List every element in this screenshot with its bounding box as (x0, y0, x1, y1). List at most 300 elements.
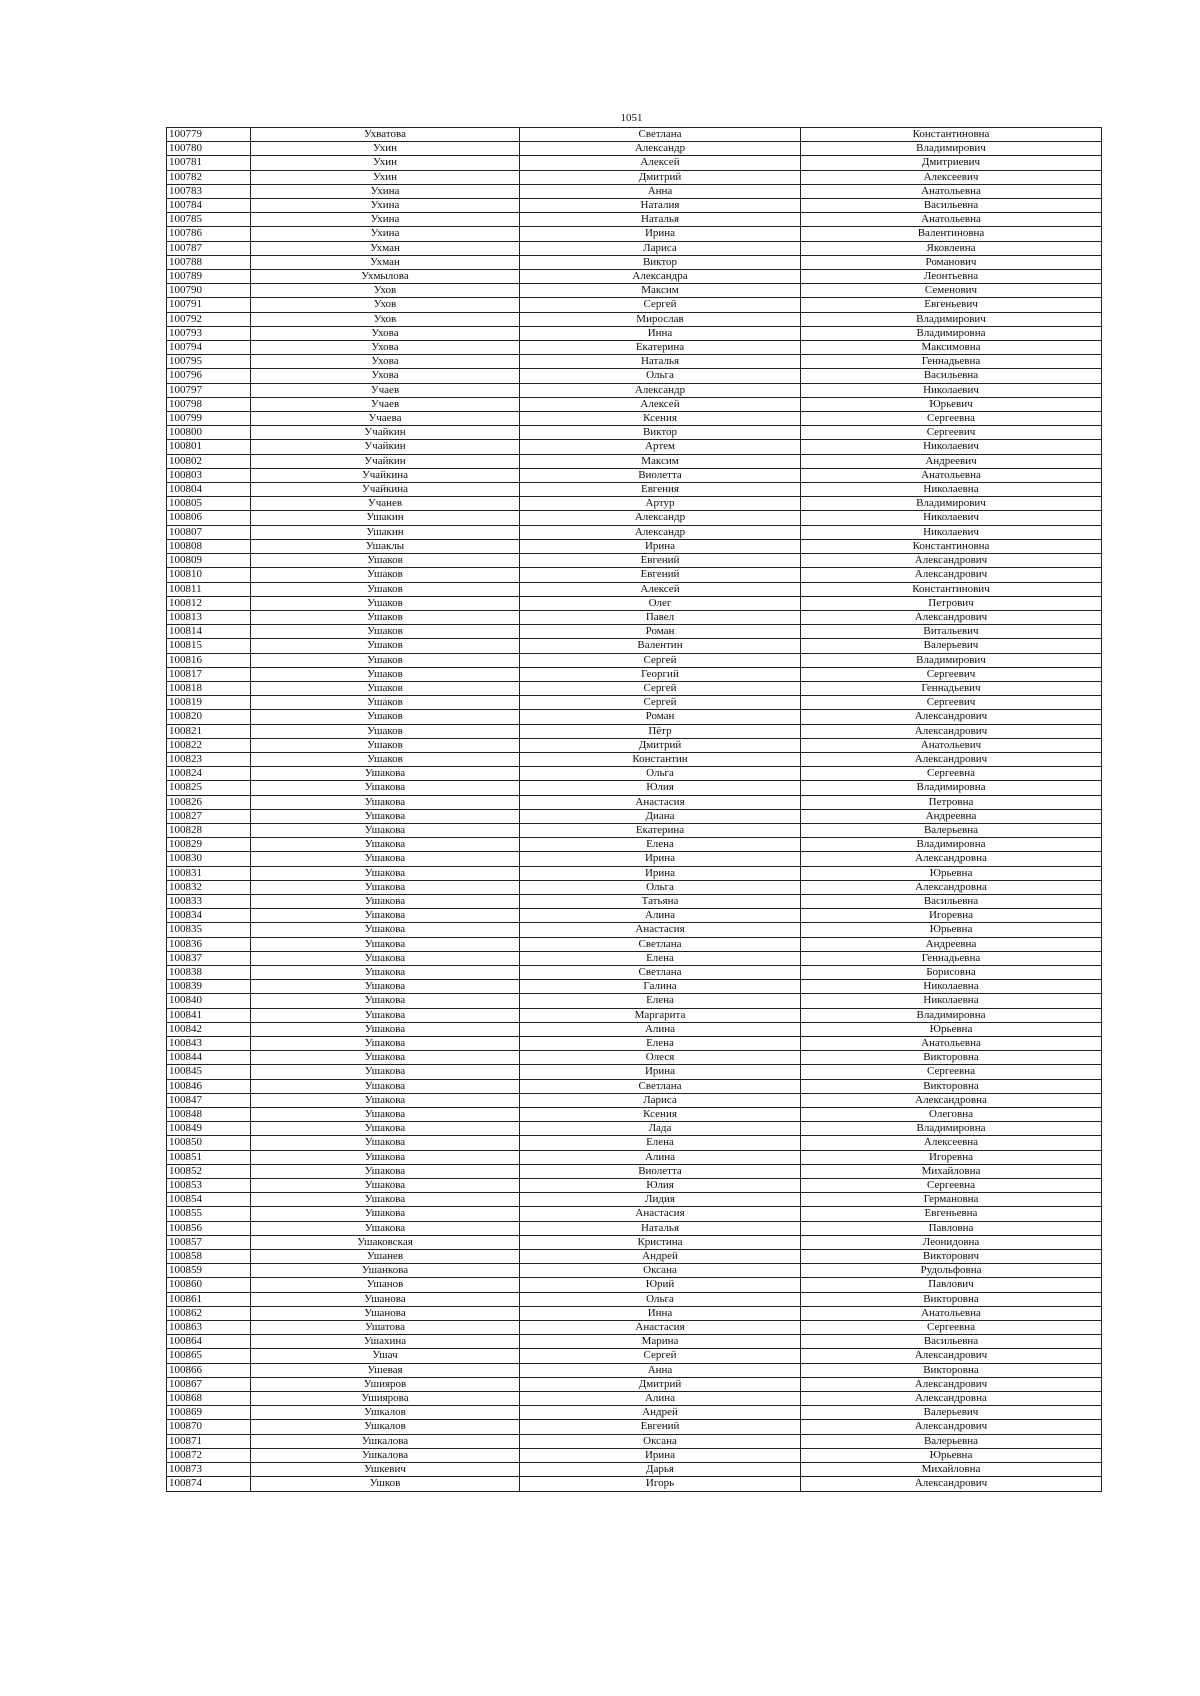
first-name-cell: Анастасия (520, 923, 801, 937)
first-name-cell: Ирина (520, 1448, 801, 1462)
first-name-cell: Дмитрий (520, 1377, 801, 1391)
record-number-cell: 100842 (167, 1022, 251, 1036)
table-row (167, 1406, 1102, 1420)
first-name-cell: Ксения (520, 412, 801, 426)
patronymic-cell: Юрьевна (801, 1448, 1102, 1462)
last-name-cell: Ушакова (251, 1079, 520, 1093)
first-name-cell: Лидия (520, 1193, 801, 1207)
table-row (167, 355, 1102, 369)
patronymic-cell: Витальевич (801, 625, 1102, 639)
last-name-cell: Ушакова (251, 1207, 520, 1221)
record-number-cell: 100807 (167, 525, 251, 539)
first-name-cell: Артем (520, 440, 801, 454)
table-row (167, 539, 1102, 553)
record-number-cell: 100784 (167, 199, 251, 213)
last-name-cell: Учайкина (251, 468, 520, 482)
first-name-cell: Сергей (520, 1349, 801, 1363)
first-name-cell: Алина (520, 1022, 801, 1036)
last-name-cell: Ушаков (251, 738, 520, 752)
last-name-cell: Ушатова (251, 1321, 520, 1335)
patronymic-cell: Андреевич (801, 454, 1102, 468)
last-name-cell: Учанев (251, 497, 520, 511)
first-name-cell: Анастасия (520, 1321, 801, 1335)
record-number-cell: 100814 (167, 625, 251, 639)
table-row (167, 639, 1102, 653)
record-number-cell: 100793 (167, 326, 251, 340)
first-name-cell: Александр (520, 383, 801, 397)
table-row (167, 1235, 1102, 1249)
last-name-cell: Ушаков (251, 596, 520, 610)
first-name-cell: Сергей (520, 298, 801, 312)
table-row (167, 1306, 1102, 1320)
record-number-cell: 100818 (167, 681, 251, 695)
patronymic-cell: Николаевич (801, 511, 1102, 525)
table-row (167, 1193, 1102, 1207)
last-name-cell: Ушаков (251, 681, 520, 695)
last-name-cell: Ушакова (251, 767, 520, 781)
patronymic-cell: Яковлевна (801, 241, 1102, 255)
last-name-cell: Ушакова (251, 1065, 520, 1079)
patronymic-cell: Анатольевна (801, 184, 1102, 198)
record-number-cell: 100810 (167, 568, 251, 582)
patronymic-cell: Германовна (801, 1193, 1102, 1207)
patronymic-cell: Сергеевна (801, 1065, 1102, 1079)
last-name-cell: Ушиярова (251, 1392, 520, 1406)
patronymic-cell: Викторович (801, 1250, 1102, 1264)
table-row (167, 1448, 1102, 1462)
last-name-cell: Ушаков (251, 710, 520, 724)
table-row (167, 1392, 1102, 1406)
patronymic-cell: Александровна (801, 1093, 1102, 1107)
first-name-cell: Юрий (520, 1278, 801, 1292)
record-number-cell: 100808 (167, 539, 251, 553)
record-number-cell: 100805 (167, 497, 251, 511)
record-number-cell: 100867 (167, 1377, 251, 1391)
patronymic-cell: Юрьевна (801, 1022, 1102, 1036)
record-number-cell: 100826 (167, 795, 251, 809)
last-name-cell: Ушакова (251, 795, 520, 809)
last-name-cell: Ушакова (251, 1037, 520, 1051)
patronymic-cell: Геннадьевна (801, 355, 1102, 369)
last-name-cell: Ушакова (251, 852, 520, 866)
last-name-cell: Ухман (251, 241, 520, 255)
record-number-cell: 100786 (167, 227, 251, 241)
table-row (167, 142, 1102, 156)
table-row (167, 1363, 1102, 1377)
patronymic-cell: Николаевна (801, 980, 1102, 994)
record-number-cell: 100781 (167, 156, 251, 170)
first-name-cell: Максим (520, 284, 801, 298)
table-row (167, 213, 1102, 227)
table-row (167, 497, 1102, 511)
first-name-cell: Артур (520, 497, 801, 511)
first-name-cell: Оксана (520, 1434, 801, 1448)
patronymic-cell: Викторовна (801, 1363, 1102, 1377)
patronymic-cell: Константиновна (801, 539, 1102, 553)
first-name-cell: Алина (520, 909, 801, 923)
table-row (167, 866, 1102, 880)
record-number-cell: 100838 (167, 965, 251, 979)
first-name-cell: Олег (520, 596, 801, 610)
table-row (167, 568, 1102, 582)
record-number-cell: 100844 (167, 1051, 251, 1065)
last-name-cell: Ушакова (251, 937, 520, 951)
first-name-cell: Ксения (520, 1108, 801, 1122)
record-number-cell: 100815 (167, 639, 251, 653)
table-row (167, 397, 1102, 411)
last-name-cell: Ушаков (251, 568, 520, 582)
patronymic-cell: Анатольевна (801, 1306, 1102, 1320)
patronymic-cell: Васильевна (801, 199, 1102, 213)
table-row (167, 1264, 1102, 1278)
table-row (167, 951, 1102, 965)
first-name-cell: Светлана (520, 128, 801, 142)
table-row (167, 227, 1102, 241)
table-row (167, 1065, 1102, 1079)
patronymic-cell: Владимирович (801, 497, 1102, 511)
table-row (167, 596, 1102, 610)
first-name-cell: Александра (520, 270, 801, 284)
patronymic-cell: Борисовна (801, 965, 1102, 979)
first-name-cell: Ольга (520, 880, 801, 894)
record-number-cell: 100825 (167, 781, 251, 795)
table-row (167, 625, 1102, 639)
last-name-cell: Ушакова (251, 1051, 520, 1065)
first-name-cell: Инна (520, 326, 801, 340)
table-row (167, 795, 1102, 809)
record-number-cell: 100789 (167, 270, 251, 284)
last-name-cell: Ушаков (251, 639, 520, 653)
record-number-cell: 100853 (167, 1179, 251, 1193)
record-number-cell: 100797 (167, 383, 251, 397)
record-number-cell: 100835 (167, 923, 251, 937)
first-name-cell: Екатерина (520, 341, 801, 355)
table-row (167, 909, 1102, 923)
record-number-cell: 100868 (167, 1392, 251, 1406)
first-name-cell: Татьяна (520, 894, 801, 908)
patronymic-cell: Геннадьевна (801, 951, 1102, 965)
patronymic-cell: Сергеевна (801, 1321, 1102, 1335)
first-name-cell: Роман (520, 710, 801, 724)
patronymic-cell: Алексеевна (801, 1136, 1102, 1150)
table-row (167, 1250, 1102, 1264)
patronymic-cell: Валерьевич (801, 1406, 1102, 1420)
first-name-cell: Евгений (520, 568, 801, 582)
patronymic-cell: Васильевна (801, 369, 1102, 383)
record-number-cell: 100871 (167, 1434, 251, 1448)
last-name-cell: Ушакова (251, 1179, 520, 1193)
patronymic-cell: Игоревна (801, 1150, 1102, 1164)
first-name-cell: Алексей (520, 397, 801, 411)
table-row (167, 1122, 1102, 1136)
last-name-cell: Учайкин (251, 426, 520, 440)
patronymic-cell: Александрович (801, 1477, 1102, 1491)
first-name-cell: Алина (520, 1392, 801, 1406)
record-number-cell: 100806 (167, 511, 251, 525)
first-name-cell: Валентин (520, 639, 801, 653)
last-name-cell: Ушанова (251, 1292, 520, 1306)
record-number-cell: 100788 (167, 255, 251, 269)
last-name-cell: Ушков (251, 1477, 520, 1491)
last-name-cell: Ухина (251, 227, 520, 241)
first-name-cell: Роман (520, 625, 801, 639)
last-name-cell: Ушакова (251, 980, 520, 994)
record-number-cell: 100860 (167, 1278, 251, 1292)
table-row (167, 582, 1102, 596)
table-row (167, 1108, 1102, 1122)
table-row (167, 128, 1102, 142)
table-row (167, 369, 1102, 383)
last-name-cell: Ушакова (251, 1008, 520, 1022)
table-row (167, 1377, 1102, 1391)
record-number-cell: 100809 (167, 554, 251, 568)
last-name-cell: Ушакова (251, 1136, 520, 1150)
record-number-cell: 100872 (167, 1448, 251, 1462)
patronymic-cell: Геннадьевич (801, 681, 1102, 695)
record-number-cell: 100856 (167, 1221, 251, 1235)
patronymic-cell: Евгеньевна (801, 1207, 1102, 1221)
table-row (167, 284, 1102, 298)
first-name-cell: Наталия (520, 199, 801, 213)
patronymic-cell: Александрович (801, 1420, 1102, 1434)
patronymic-cell: Николаевна (801, 994, 1102, 1008)
last-name-cell: Ухов (251, 284, 520, 298)
first-name-cell: Дмитрий (520, 738, 801, 752)
table-row (167, 326, 1102, 340)
patronymic-cell: Викторовна (801, 1051, 1102, 1065)
patronymic-cell: Валентиновна (801, 227, 1102, 241)
first-name-cell: Ирина (520, 1065, 801, 1079)
last-name-cell: Ухов (251, 298, 520, 312)
last-name-cell: Учайкин (251, 440, 520, 454)
record-number-cell: 100865 (167, 1349, 251, 1363)
record-number-cell: 100841 (167, 1008, 251, 1022)
first-name-cell: Максим (520, 454, 801, 468)
record-number-cell: 100820 (167, 710, 251, 724)
patronymic-cell: Сергеевна (801, 412, 1102, 426)
first-name-cell: Виолетта (520, 468, 801, 482)
patronymic-cell: Юрьевна (801, 866, 1102, 880)
table-row (167, 1349, 1102, 1363)
last-name-cell: Ушаков (251, 554, 520, 568)
table-row (167, 426, 1102, 440)
table-row (167, 610, 1102, 624)
last-name-cell: Ушакова (251, 1164, 520, 1178)
table-row (167, 809, 1102, 823)
last-name-cell: Ухов (251, 312, 520, 326)
last-name-cell: Ушакова (251, 838, 520, 852)
table-row (167, 1207, 1102, 1221)
table-row (167, 823, 1102, 837)
table-row (167, 738, 1102, 752)
record-number-cell: 100803 (167, 468, 251, 482)
last-name-cell: Учаев (251, 383, 520, 397)
record-number-cell: 100864 (167, 1335, 251, 1349)
last-name-cell: Ушакова (251, 1108, 520, 1122)
record-number-cell: 100782 (167, 170, 251, 184)
first-name-cell: Галина (520, 980, 801, 994)
patronymic-cell: Михайловна (801, 1164, 1102, 1178)
first-name-cell: Анна (520, 184, 801, 198)
record-number-cell: 100798 (167, 397, 251, 411)
record-number-cell: 100796 (167, 369, 251, 383)
table-row (167, 653, 1102, 667)
first-name-cell: Александр (520, 142, 801, 156)
patronymic-cell: Олеговна (801, 1108, 1102, 1122)
patronymic-cell: Николаевич (801, 525, 1102, 539)
first-name-cell: Андрей (520, 1250, 801, 1264)
record-number-cell: 100816 (167, 653, 251, 667)
patronymic-cell: Александровна (801, 1392, 1102, 1406)
table-row (167, 880, 1102, 894)
last-name-cell: Ушаков (251, 667, 520, 681)
record-number-cell: 100855 (167, 1207, 251, 1221)
patronymic-cell: Николаевич (801, 440, 1102, 454)
patronymic-cell: Петровна (801, 795, 1102, 809)
first-name-cell: Оксана (520, 1264, 801, 1278)
table-row (167, 341, 1102, 355)
record-number-cell: 100780 (167, 142, 251, 156)
first-name-cell: Маргарита (520, 1008, 801, 1022)
table-row (167, 383, 1102, 397)
last-name-cell: Ушакова (251, 1193, 520, 1207)
table-row (167, 312, 1102, 326)
record-number-cell: 100821 (167, 724, 251, 738)
patronymic-cell: Дмитриевич (801, 156, 1102, 170)
record-number-cell: 100800 (167, 426, 251, 440)
record-number-cell: 100827 (167, 809, 251, 823)
table-row (167, 1292, 1102, 1306)
patronymic-cell: Анатольевна (801, 1037, 1102, 1051)
table-row (167, 965, 1102, 979)
patronymic-cell: Александрович (801, 610, 1102, 624)
last-name-cell: Ушакова (251, 781, 520, 795)
record-number-cell: 100852 (167, 1164, 251, 1178)
table-row (167, 1434, 1102, 1448)
first-name-cell: Елена (520, 951, 801, 965)
record-number-cell: 100787 (167, 241, 251, 255)
first-name-cell: Наталья (520, 213, 801, 227)
record-number-cell: 100840 (167, 994, 251, 1008)
record-number-cell: 100790 (167, 284, 251, 298)
record-number-cell: 100795 (167, 355, 251, 369)
patronymic-cell: Александрович (801, 1377, 1102, 1391)
last-name-cell: Ушияров (251, 1377, 520, 1391)
table-row (167, 767, 1102, 781)
table-row (167, 923, 1102, 937)
patronymic-cell: Евгеньевич (801, 298, 1102, 312)
last-name-cell: Ухин (251, 142, 520, 156)
first-name-cell: Анастасия (520, 1207, 801, 1221)
first-name-cell: Алексей (520, 156, 801, 170)
record-number-cell: 100802 (167, 454, 251, 468)
table-row (167, 1037, 1102, 1051)
table-row (167, 468, 1102, 482)
last-name-cell: Ушахина (251, 1335, 520, 1349)
first-name-cell: Евгений (520, 554, 801, 568)
patronymic-cell: Семенович (801, 284, 1102, 298)
record-number-cell: 100866 (167, 1363, 251, 1377)
record-number-cell: 100857 (167, 1235, 251, 1249)
table-row (167, 170, 1102, 184)
record-number-cell: 100794 (167, 341, 251, 355)
first-name-cell: Александр (520, 511, 801, 525)
last-name-cell: Ушкевич (251, 1463, 520, 1477)
record-number-cell: 100801 (167, 440, 251, 454)
last-name-cell: Учайкина (251, 483, 520, 497)
record-number-cell: 100859 (167, 1264, 251, 1278)
table-row (167, 554, 1102, 568)
patronymic-cell: Владимирович (801, 142, 1102, 156)
patronymic-cell: Сергеевна (801, 767, 1102, 781)
patronymic-cell: Викторовна (801, 1079, 1102, 1093)
first-name-cell: Лариса (520, 241, 801, 255)
last-name-cell: Ухина (251, 184, 520, 198)
first-name-cell: Юлия (520, 1179, 801, 1193)
record-number-cell: 100817 (167, 667, 251, 681)
last-name-cell: Ушанев (251, 1250, 520, 1264)
table-row (167, 894, 1102, 908)
last-name-cell: Ушакова (251, 1093, 520, 1107)
first-name-cell: Евгения (520, 483, 801, 497)
first-name-cell: Константин (520, 752, 801, 766)
last-name-cell: Ушакова (251, 909, 520, 923)
table-row (167, 1335, 1102, 1349)
first-name-cell: Сергей (520, 681, 801, 695)
last-name-cell: Ушакова (251, 866, 520, 880)
last-name-cell: Ухова (251, 355, 520, 369)
last-name-cell: Ушакова (251, 894, 520, 908)
record-number-cell: 100843 (167, 1037, 251, 1051)
record-number-cell: 100791 (167, 298, 251, 312)
table-row (167, 1477, 1102, 1491)
first-name-cell: Ольга (520, 1292, 801, 1306)
table-row (167, 1420, 1102, 1434)
patronymic-cell: Михайловна (801, 1463, 1102, 1477)
last-name-cell: Ушанкова (251, 1264, 520, 1278)
first-name-cell: Александр (520, 525, 801, 539)
first-name-cell: Пётр (520, 724, 801, 738)
first-name-cell: Елена (520, 1037, 801, 1051)
patronymic-cell: Андреевна (801, 937, 1102, 951)
first-name-cell: Светлана (520, 937, 801, 951)
first-name-cell: Виолетта (520, 1164, 801, 1178)
record-number-cell: 100873 (167, 1463, 251, 1477)
last-name-cell: Ухова (251, 369, 520, 383)
record-number-cell: 100862 (167, 1306, 251, 1320)
first-name-cell: Олеся (520, 1051, 801, 1065)
first-name-cell: Анастасия (520, 795, 801, 809)
last-name-cell: Ушаклы (251, 539, 520, 553)
record-number-cell: 100799 (167, 412, 251, 426)
last-name-cell: Ушач (251, 1349, 520, 1363)
last-name-cell: Ушакова (251, 923, 520, 937)
table-row (167, 298, 1102, 312)
record-number-cell: 100833 (167, 894, 251, 908)
patronymic-cell: Сергеевич (801, 426, 1102, 440)
record-number-cell: 100836 (167, 937, 251, 951)
record-number-cell: 100874 (167, 1477, 251, 1491)
registry-table (166, 127, 1102, 1492)
table-row (167, 1051, 1102, 1065)
patronymic-cell: Александрович (801, 710, 1102, 724)
table-row (167, 1079, 1102, 1093)
last-name-cell: Ухин (251, 156, 520, 170)
patronymic-cell: Максимовна (801, 341, 1102, 355)
table-row (167, 1164, 1102, 1178)
patronymic-cell: Леонидовна (801, 1235, 1102, 1249)
first-name-cell: Дмитрий (520, 170, 801, 184)
